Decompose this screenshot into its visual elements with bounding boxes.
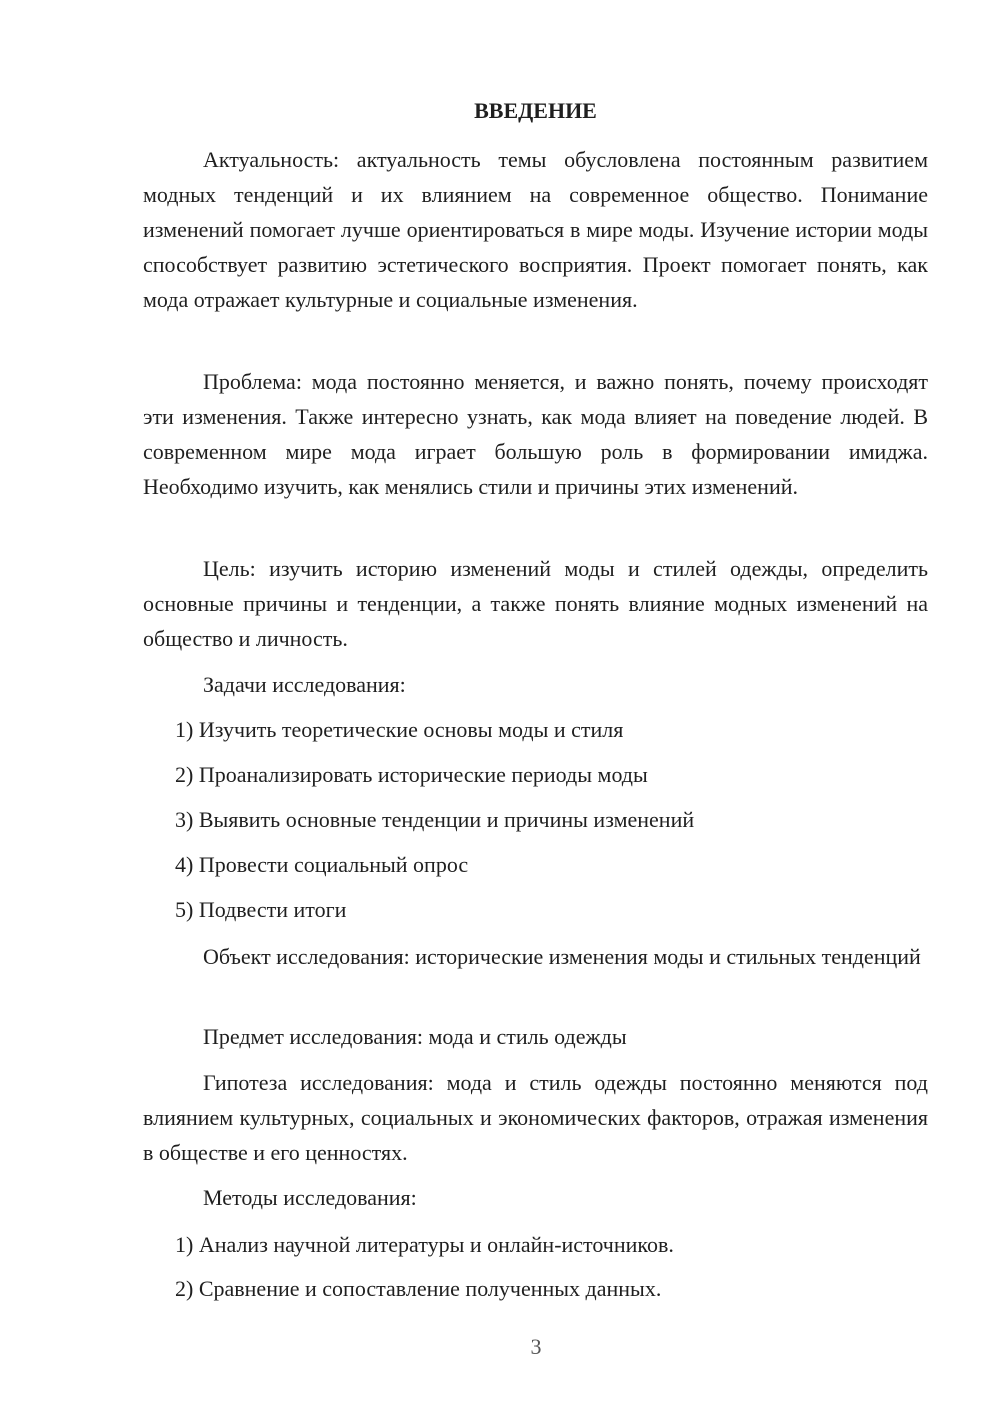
object-paragraph: Объект исследования: исторические изменения моды и стильных тенденций <box>203 944 921 969</box>
section-heading: ВВЕДЕНИЕ <box>474 98 597 123</box>
subject-paragraph: Предмет исследования: мода и стиль одежды <box>203 1024 627 1049</box>
relevance-paragraph: Актуальность: актуальность темы обусловлена постоянным развитием модных тенденций и их влиянием на современное общество. Понимание изменений помогает лучше ориентироваться в мире моды. Изучение истории моды способствует развитию эстетического восприятия. Проект помогает понять, как мода отражает культурные и социальные изменения. <box>143 147 928 312</box>
hypothesis-paragraph: Гипотеза исследования: мода и стиль одежды постоянно меняются под влиянием культурных, социальных и экономических факторов, отражая изменения в обществе и его ценностях. <box>143 1070 928 1165</box>
tasks-label: Задачи исследования: <box>203 672 406 697</box>
methods-label: Методы исследования: <box>203 1185 417 1210</box>
task-item-5: 5) Подвести итоги <box>175 897 347 922</box>
goal-paragraph: Цель: изучить историю изменений моды и стилей одежды, определить основные причины и тенденции, а также понять влияние модных изменений на общество и личность. <box>143 556 928 651</box>
task-item-1: 1) Изучить теоретические основы моды и стиля <box>175 717 624 742</box>
method-item-1: 1) Анализ научной литературы и онлайн-источников. <box>175 1232 674 1257</box>
method-item-2: 2) Сравнение и сопоставление полученных данных. <box>175 1276 662 1301</box>
task-item-4: 4) Провести социальный опрос <box>175 852 469 877</box>
task-item-3: 3) Выявить основные тенденции и причины изменений <box>175 807 695 832</box>
task-item-2: 2) Проанализировать исторические периоды моды <box>175 762 648 787</box>
page-number: 3 <box>530 1334 542 1359</box>
problem-paragraph: Проблема: мода постоянно меняется, и важно понять, почему происходят эти изменения. Также интересно узнать, как мода влияет на поведение людей. В современном мире мода играет большую роль в формировании имиджа. Необходимо изучить, как менялись стили и причины этих изменений. <box>143 369 928 499</box>
